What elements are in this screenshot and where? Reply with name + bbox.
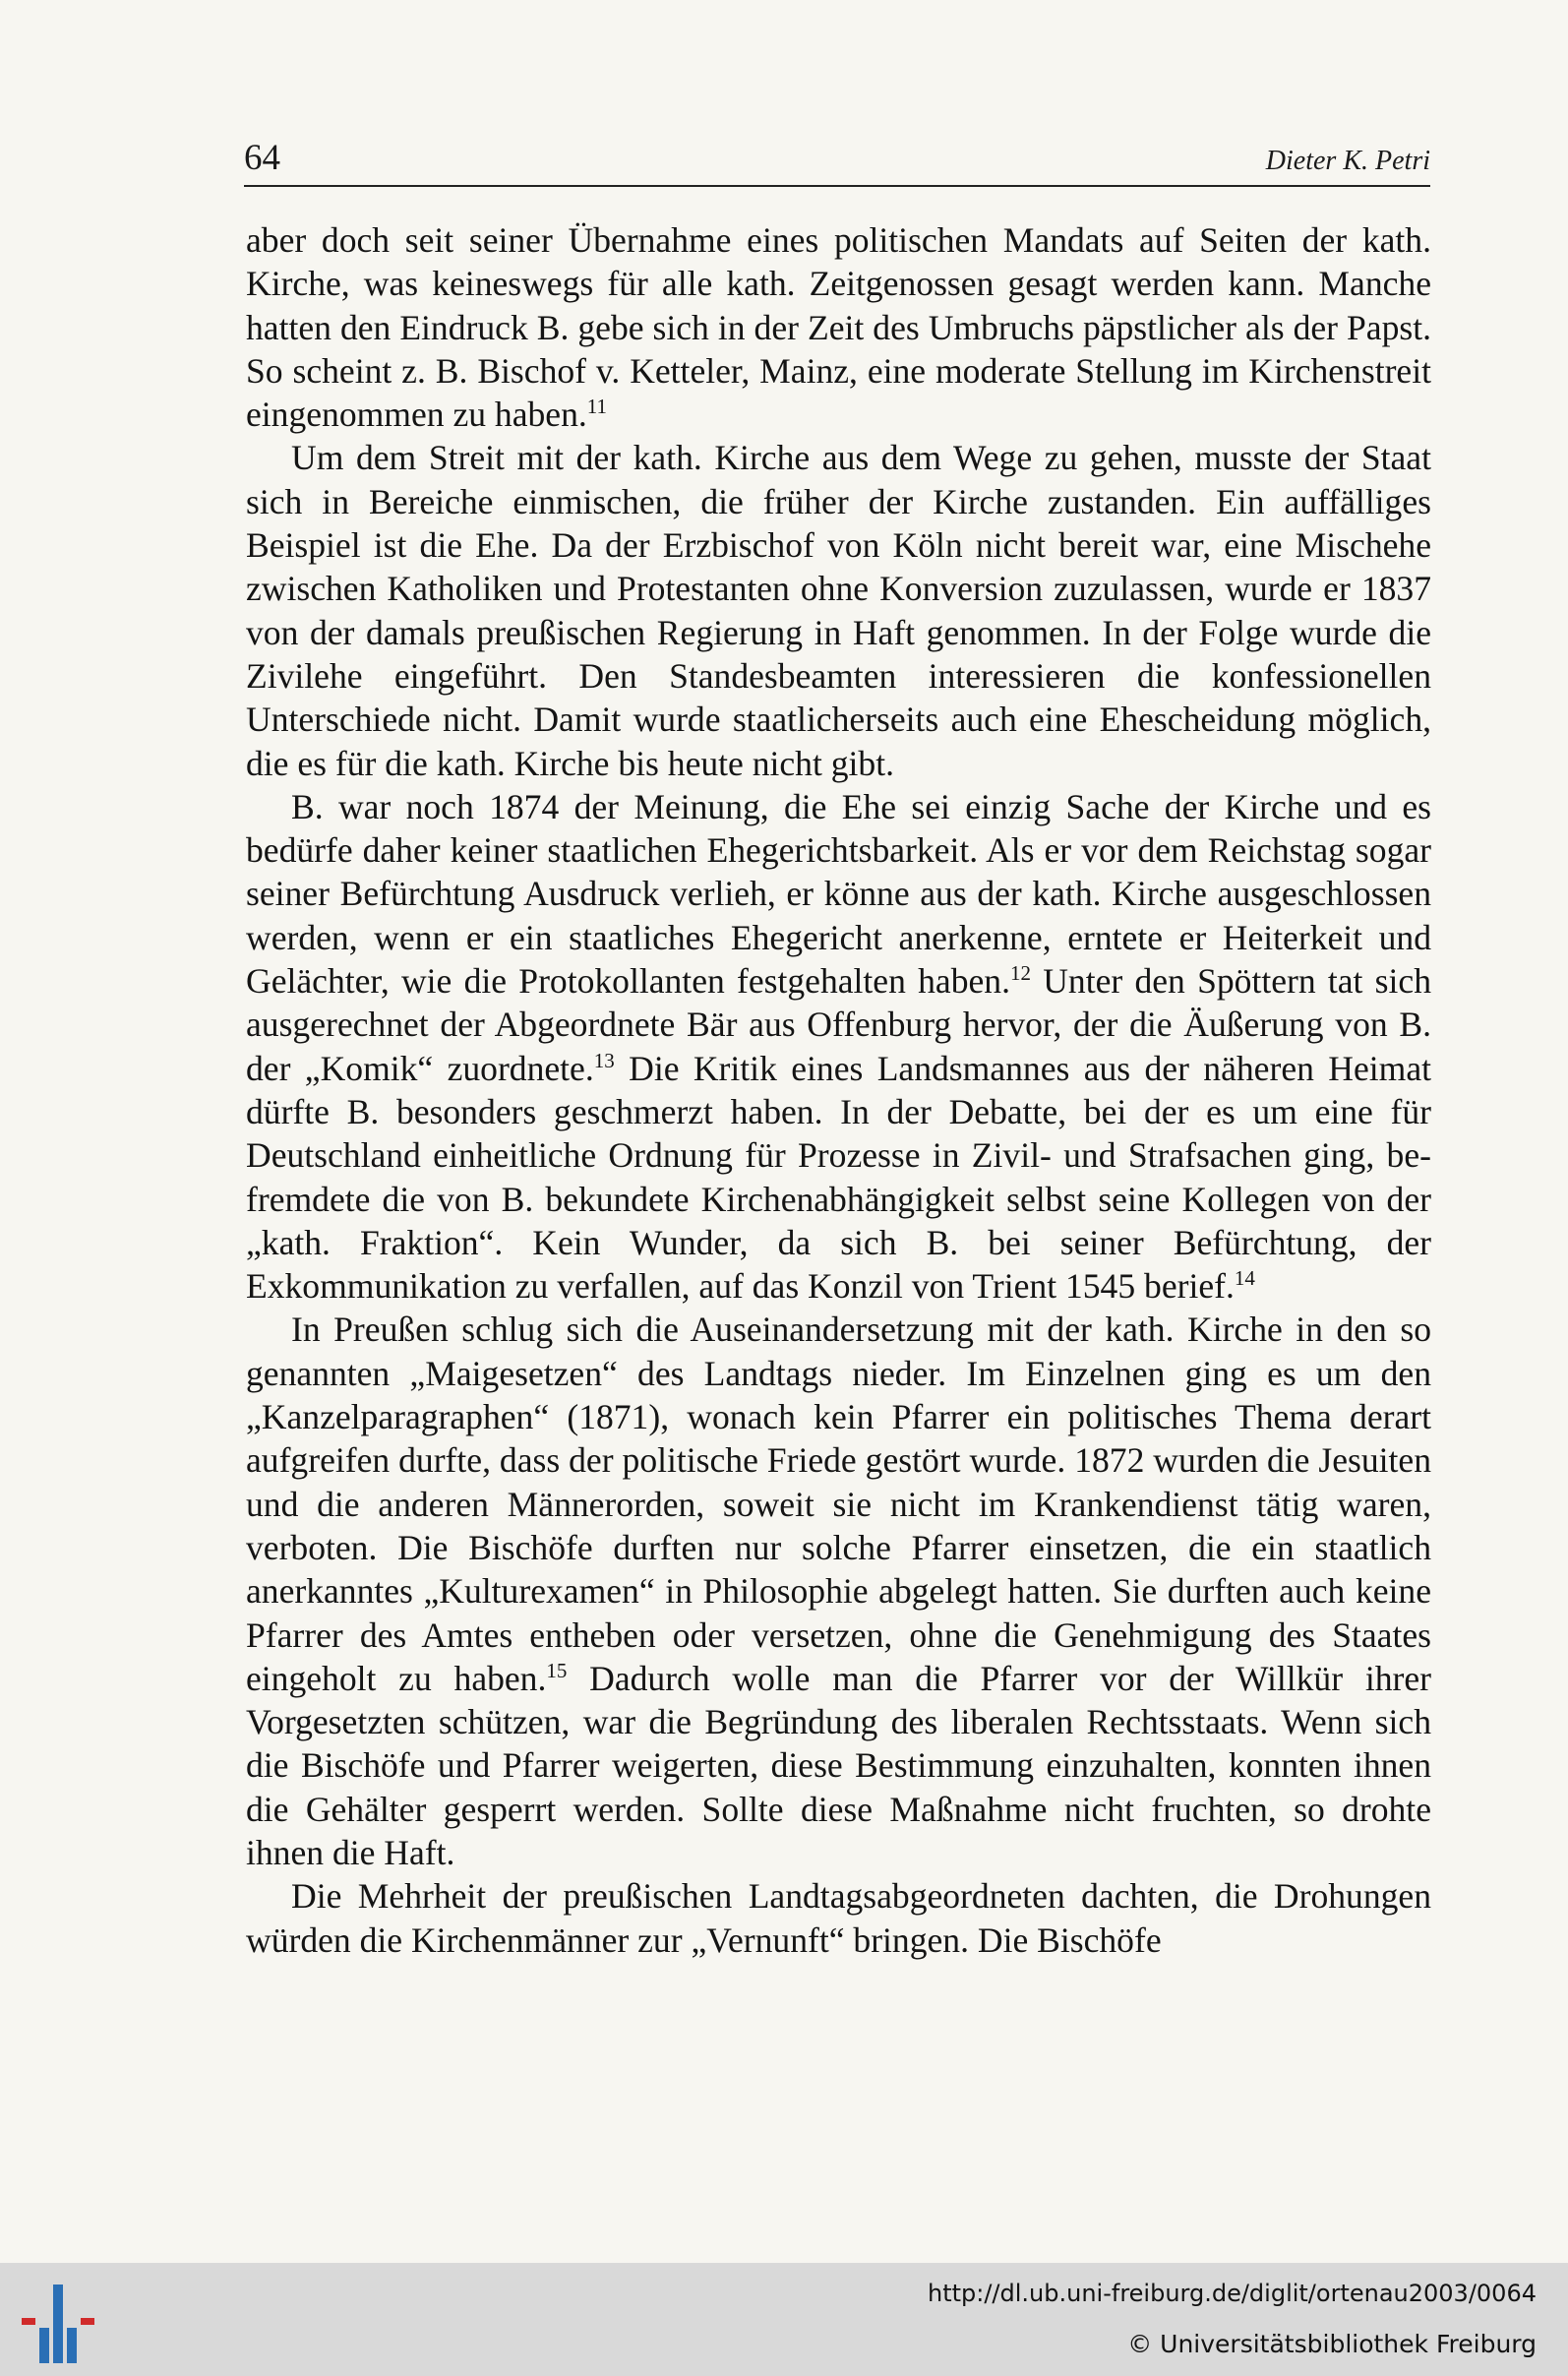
- paragraph-text: Unter den Spöttern tat sich ausgerechnet der Abgeordnete Bär aus Offenburg hervor, der die Äußerung von B. der „Komik“ zuordnete.: [246, 961, 1431, 1088]
- footnote-marker: 14: [1234, 1266, 1255, 1291]
- paragraph-text: Die Kritik eines Landsmannes aus der näheren Heimat dürfte B. besonders geschmerzt haben. In der Debatte, bei der es um eine für Deutschland einheitliche Ordnung für Prozesse in Zivil- und Strafsachen ging, befremdete die von B. bekundete Kirchenabhängigkeit selbst seine Kollegen von der „kath. Fraktion“. Kein Wunder, da sich B. bei seiner Befürchtung, der Exkommunikation zu verfallen, auf das Konzil von Trient 1545 berief.: [246, 1048, 1431, 1307]
- running-head-author: Dieter K. Petri: [1265, 146, 1430, 176]
- paragraph: [246, 1308, 1431, 1874]
- body-text: [246, 218, 1431, 1962]
- paragraph: [246, 1874, 1431, 1962]
- footnote-marker: 12: [1009, 961, 1031, 986]
- paragraph-text: aber doch seit seiner Übernahme eines politischen Mandats auf Seiten der kath. Kirche, was keineswegs für alle kath. Zeitgenossen gesagt werden kann. Manche hatten den Eindruck B. gebe sich in der Zeit des Umbruchs päpstlicher als der Papst. So scheint z. B. Bischof v. Ketteler, Mainz, eine moderate Stellung im Kirchenstreit eingenommen zu haben.: [246, 220, 1431, 435]
- permalink-url[interactable]: http://dl.ub.uni-freiburg.de/diglit/ortenau2003/0064: [927, 2280, 1537, 2307]
- viewer-footer: [0, 2263, 1568, 2376]
- page-number: 64: [244, 138, 280, 178]
- paragraph: [246, 785, 1431, 1309]
- page-header: [244, 136, 1430, 187]
- paragraph-text: Um dem Streit mit der kath. Kirche aus dem Wege zu gehen, musste der Staat sich in Bereiche einmischen, die früher der Kirche zustanden. Ein auffälliges Beispiel ist die Ehe. Da der Erzbischof von Köln nicht bereit war, eine Mischehe zwischen Katholiken und Protestanten ohne Konversion zuzulassen, wurde er 1837 von der damals preußischen Regierung in Haft genommen. In der Folge wurde die Zivilehe eingeführt. Den Standesbeamten interessieren die konfessionellen Unterschiede nicht. Damit wurde staatlicherseits auch eine Ehescheidung möglich, die es für die kath. Kirche bis heute nicht gibt.: [246, 438, 1431, 783]
- ub-freiburg-logo-icon[interactable]: [20, 2285, 98, 2363]
- paragraph: [246, 218, 1431, 436]
- footnote-marker: 11: [586, 395, 607, 419]
- paragraph: [246, 436, 1431, 784]
- paragraph-text: Dadurch wolle man die Pfarrer vor der Willkür ihrer Vorgesetzten schützen, war die Begründung des liberalen Rechtsstaats. Wenn sich die Bischöfe und Pfarrer weigerten, diese Bestimmung einzuhalten, konnten ihnen die Gehälter gesperrt werden. Sollte diese Maßnahme nicht fruchten, so drohte ihnen die Haft.: [246, 1658, 1431, 1872]
- copyright-notice: © Universitätsbibliothek Freiburg: [1127, 2330, 1537, 2358]
- paragraph-text: Die Mehrheit der preußischen Landtagsabgeordneten dachten, die Drohungen würden die Kirchenmänner zur „Vernunft“ bringen. Die Bischöfe: [246, 1876, 1431, 1960]
- paragraph-text: In Preußen schlug sich die Auseinandersetzung mit der kath. Kirche in den so genannten „Maigesetzen“ des Landtags nieder. Im Einzelnen ging es um den „Kanzelparagraphen“ (1871), wonach kein Pfarrer ein politisches Thema derart aufgreifen durfte, dass der politische Friede gestört wurde. 1872 wurden die Jesuiten und die anderen Männerorden, soweit sie nicht im Krankendienst tätig waren, verboten. Die Bischöfe durften nur solche Pfarrer einsetzen, die ein staatlich anerkanntes „Kulturexamen“ in Philosophie abgelegt hatten. Sie durften auch keine Pfarrer des Amtes entheben oder versetzen, ohne die Genehmigung des Staates eingeholt zu haben.: [246, 1310, 1431, 1698]
- footnote-marker: 15: [546, 1658, 568, 1682]
- footnote-marker: 13: [593, 1048, 615, 1072]
- paragraph-text: B. war noch 1874 der Meinung, die Ehe sei einzig Sache der Kirche und es bedürfe daher keiner staatlichen Ehegerichtsbarkeit. Als er vor dem Reichstag sogar seiner Befürchtung Ausdruck verlieh, er könne aus der kath. Kirche ausgeschlossen werden, wenn er ein staatliches Ehegericht anerkenne, erntete er Heiterkeit und Gelächter, wie die Protokollanten festgehalten haben.: [246, 786, 1431, 1002]
